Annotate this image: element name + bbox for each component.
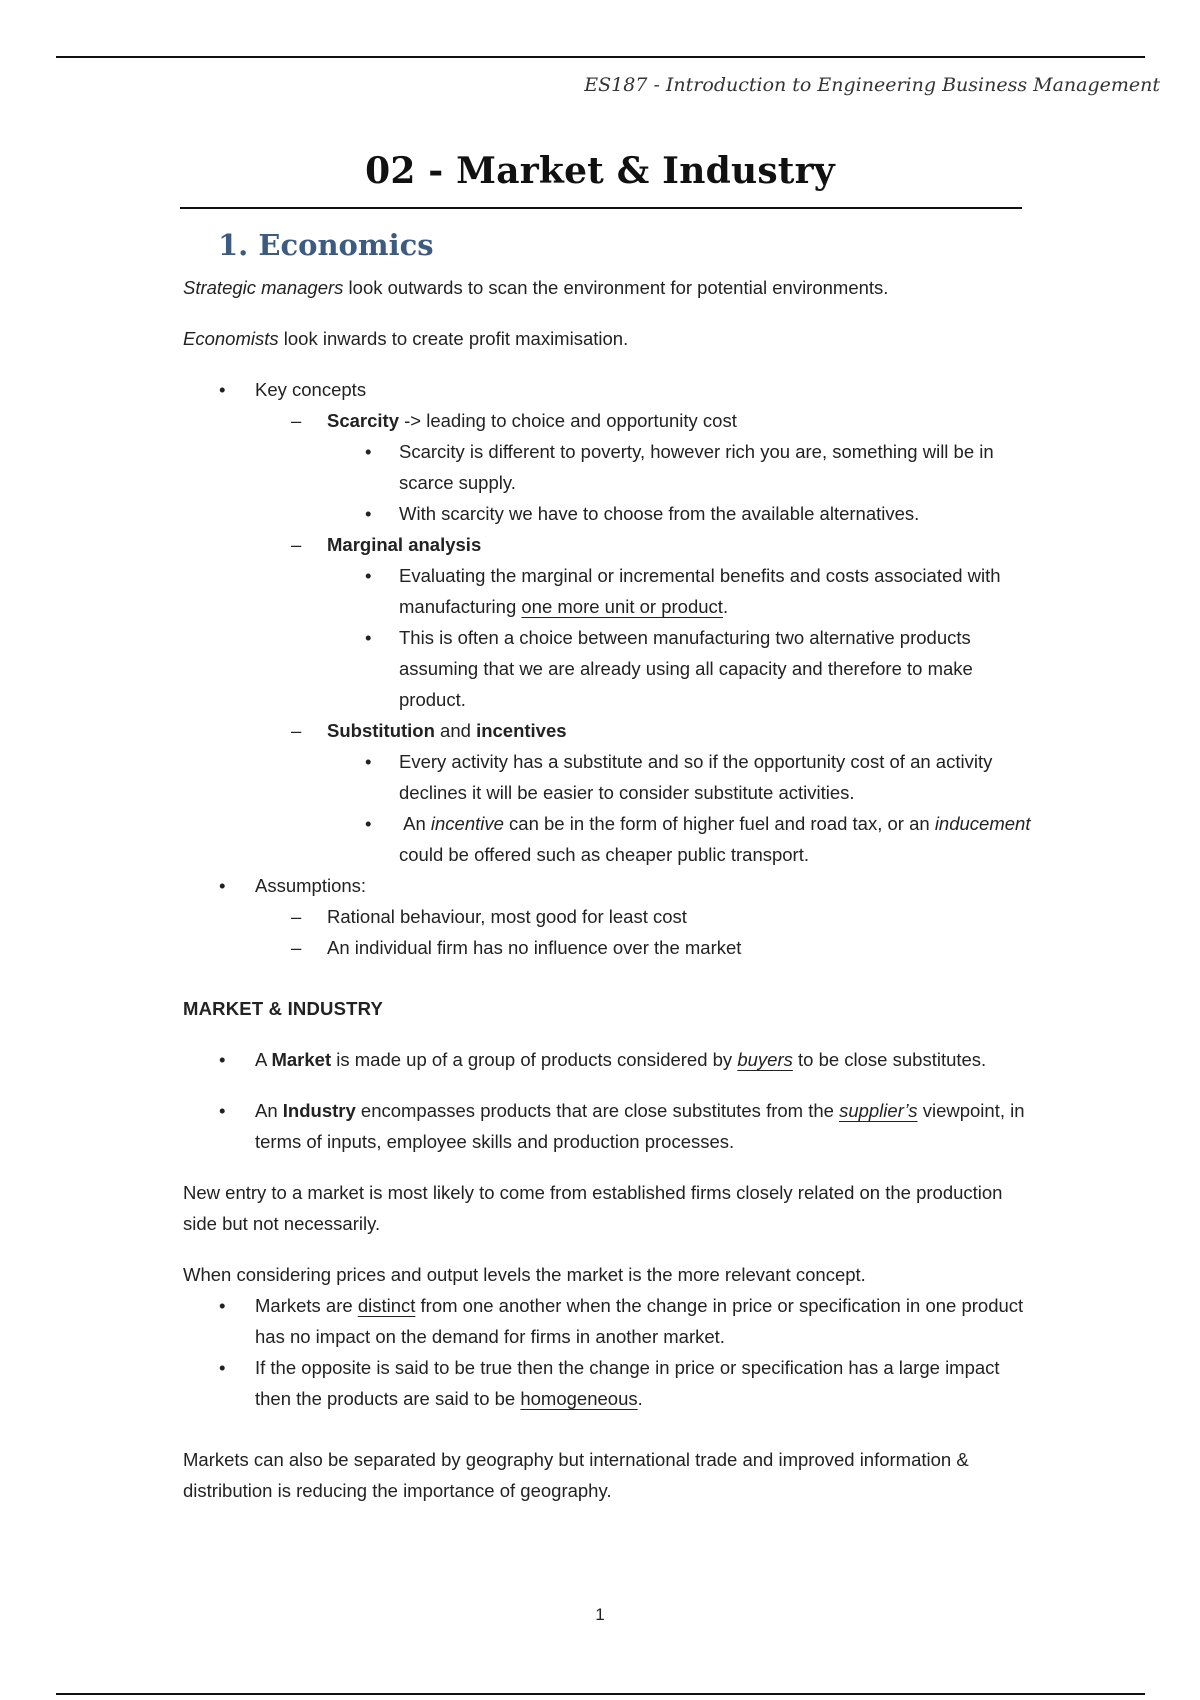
- dash-marker: –: [291, 720, 302, 741]
- concept-term: Marginal analysis: [327, 534, 482, 555]
- page-number: 1: [595, 1605, 605, 1624]
- top-rule: [56, 56, 1145, 58]
- list-item: [183, 746, 1033, 808]
- concept-term: Scarcity: [327, 410, 399, 431]
- list-item-text: could be offered such as cheaper public transport.: [399, 844, 809, 865]
- bullet-marker: •: [219, 1049, 226, 1070]
- list-item: [183, 405, 1033, 436]
- underlined-phrase: buyers: [737, 1049, 793, 1070]
- document-title: 02 - Market & Industry: [365, 150, 835, 192]
- list-item: [183, 529, 1033, 560]
- paragraph-considering: When considering prices and output levels the market is the more relevant concept.: [183, 1264, 866, 1285]
- list-item: [183, 560, 1033, 622]
- intro-term: Economists: [183, 328, 279, 349]
- underlined-phrase: one more unit or product: [521, 596, 723, 617]
- dash-marker: –: [291, 906, 302, 927]
- bullet-marker: •: [219, 1100, 226, 1121]
- list-item-text: Markets are: [255, 1295, 358, 1316]
- list-item-text: .: [637, 1388, 643, 1409]
- concept-text: and: [434, 720, 477, 741]
- intro-text: look inwards to create profit maximisation.: [278, 328, 629, 349]
- dash-marker: –: [291, 534, 302, 555]
- list-item: [183, 870, 1033, 901]
- list-item: [183, 622, 1033, 715]
- list-item-text: to be close substitutes.: [792, 1049, 987, 1070]
- list-item-text: Rational behaviour, most good for least cost: [327, 906, 687, 927]
- paragraph-new-entry: New entry to a market is most likely to come from established firms closely related on the production side but not necessarily.: [183, 1182, 1003, 1234]
- document-body: [183, 272, 1033, 1506]
- key-concepts-list: [183, 374, 1033, 963]
- list-item: [183, 932, 1033, 963]
- underlined-phrase: distinct: [357, 1295, 416, 1316]
- list-item-text: Evaluating the marginal or incremental benefits and costs associated with manufacturing: [399, 565, 1001, 617]
- title-rule: [180, 207, 1022, 209]
- list-item-text: With scarcity we have to choose from the available alternatives.: [399, 503, 920, 524]
- definitions-list: [183, 1044, 1033, 1075]
- concept-text: -> leading to choice and opportunity cost: [399, 410, 737, 431]
- list-item-text: can be in the form of higher fuel and road tax, or an: [503, 813, 935, 834]
- emphasis-term: inducement: [934, 813, 1031, 834]
- bullet-marker: •: [219, 875, 226, 896]
- emphasis-term: incentive: [430, 813, 504, 834]
- dash-marker: –: [291, 937, 302, 958]
- running-header: ES187 - Introduction to Engineering Business Management: [584, 74, 1160, 96]
- bullet-marker: •: [365, 441, 372, 462]
- bullet-marker: •: [365, 813, 372, 834]
- bullet-marker: •: [219, 1357, 226, 1378]
- definitions-list: [183, 1095, 1033, 1157]
- list-item: [183, 1290, 1033, 1352]
- list-item-text: .: [722, 596, 729, 617]
- concept-term: incentives: [476, 720, 567, 741]
- list-item-text: If the opposite is said to be true then the change in price or specification has a large impact then the products are said to be: [255, 1357, 1000, 1409]
- concept-term: Substitution: [327, 720, 435, 741]
- list-item-text: This is often a choice between manufacturing two alternative products assuming that we are already using all capacity and therefore to make product.: [399, 627, 973, 710]
- list-item: [183, 1352, 1033, 1414]
- list-item-text: from one another when the change in price or specification in one product has no impact on the demand for firms in another market.: [255, 1295, 1024, 1347]
- list-item-text: An individual firm has no influence over the market: [327, 937, 742, 958]
- list-item-text: is made up of a group of products considered by: [331, 1049, 738, 1070]
- bullet-marker: •: [219, 379, 226, 400]
- paragraph-geography: Markets can also be separated by geography but international trade and improved information & distribution is reducing the importance of geography.: [183, 1449, 969, 1501]
- list-item: [183, 1044, 1033, 1075]
- dash-marker: –: [291, 410, 302, 431]
- list-item: [183, 436, 1033, 498]
- intro-term: Strategic managers: [183, 277, 344, 298]
- list-item-text: A: [255, 1049, 272, 1070]
- list-item-text: viewpoint, in terms of inputs, employee skills and production processes.: [255, 1100, 1025, 1152]
- list-item-label: Key concepts: [255, 379, 367, 400]
- definition-term: Industry: [282, 1100, 356, 1121]
- list-item: [183, 498, 1033, 529]
- list-item-text: An: [255, 1100, 283, 1121]
- bullet-marker: •: [219, 1295, 226, 1316]
- bullet-marker: •: [365, 751, 372, 772]
- list-item-text: An: [399, 813, 431, 834]
- section-heading: 1. Economics: [218, 228, 434, 262]
- bullet-marker: •: [365, 565, 372, 586]
- list-item: [183, 1095, 1033, 1157]
- list-item-text: Every activity has a substitute and so if the opportunity cost of an activity declines it will be easier to consider substitute activities.: [399, 751, 993, 803]
- list-item: [183, 808, 1033, 870]
- underlined-phrase: homogeneous: [520, 1388, 638, 1409]
- subsection-heading: MARKET & INDUSTRY: [183, 998, 384, 1019]
- definition-term: Market: [271, 1049, 332, 1070]
- intro-paragraph-1: [183, 272, 1033, 303]
- list-item-text: encompasses products that are close substitutes from the: [355, 1100, 840, 1121]
- list-item: [183, 374, 1033, 405]
- market-distinction-list: [183, 1290, 1033, 1414]
- intro-text: look outwards to scan the environment for potential environments.: [343, 277, 889, 298]
- list-item: [183, 901, 1033, 932]
- list-item-label: Assumptions:: [255, 875, 367, 896]
- list-item-text: Scarcity is different to poverty, however rich you are, something will be in scarce supply.: [399, 441, 994, 493]
- underlined-phrase: supplier’s: [839, 1100, 918, 1121]
- bottom-rule: [56, 1693, 1145, 1695]
- bullet-marker: •: [365, 503, 372, 524]
- list-item: [183, 715, 1033, 746]
- intro-paragraph-2: [183, 323, 1033, 354]
- bullet-marker: •: [365, 627, 372, 648]
